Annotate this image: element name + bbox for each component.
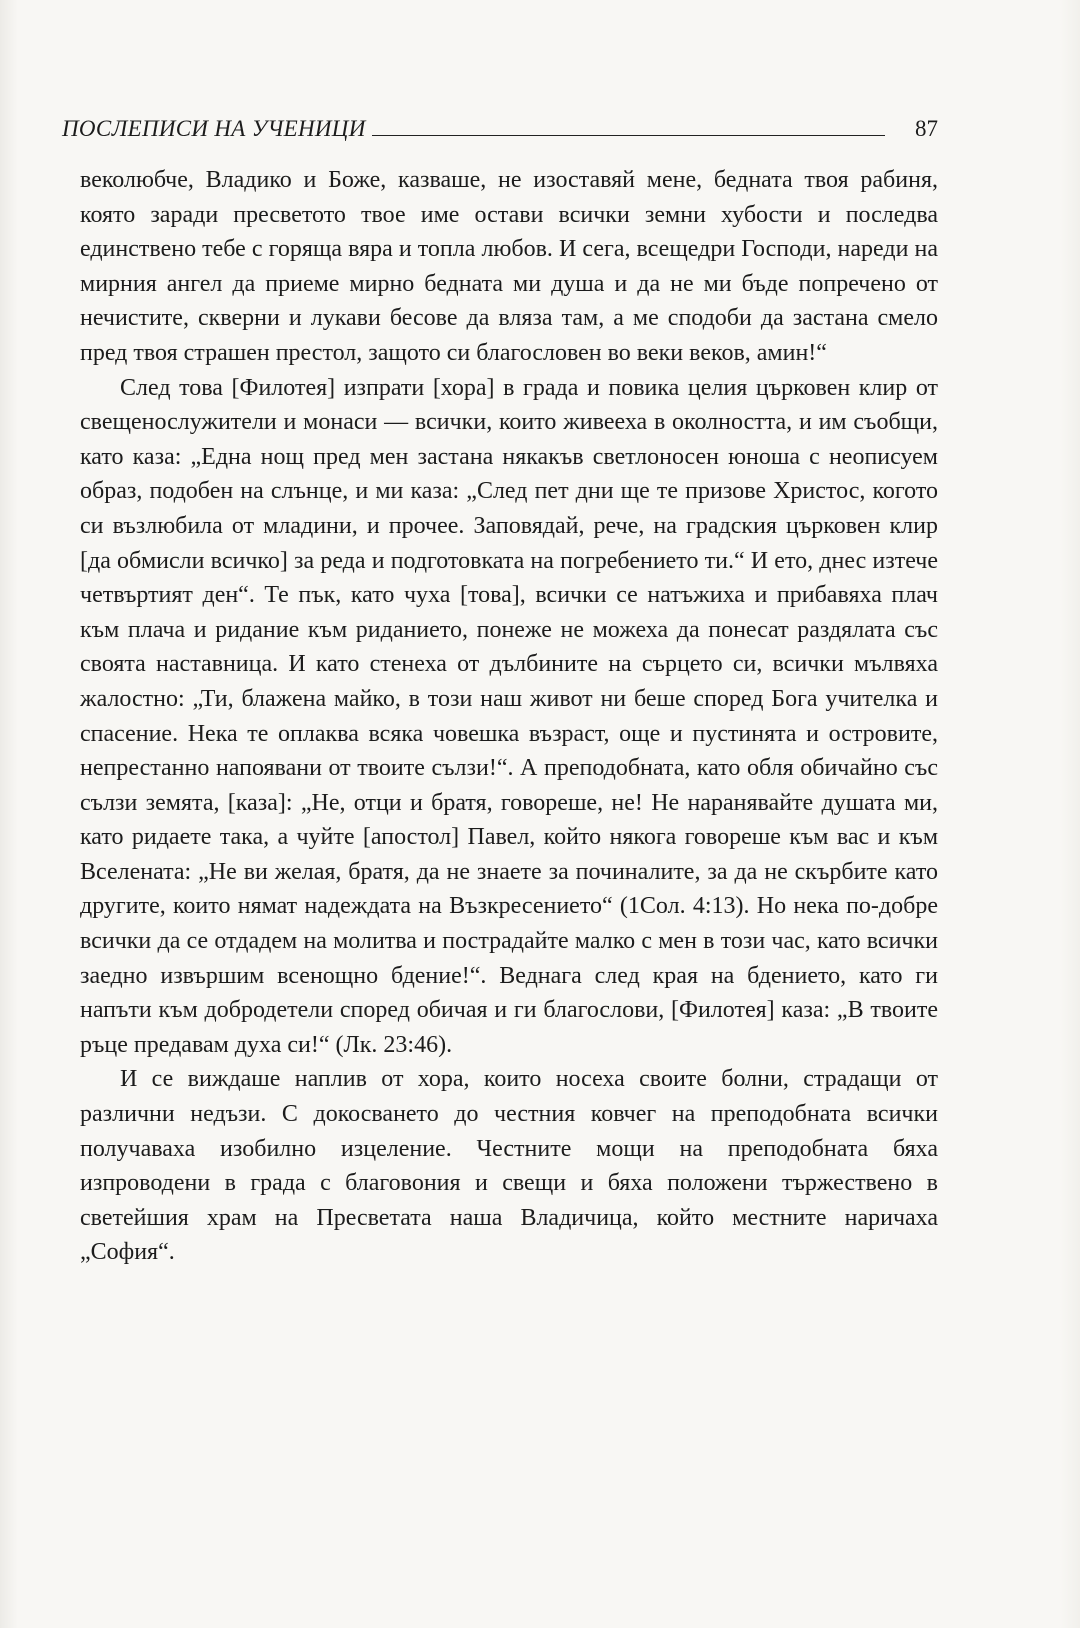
- body-text: [80, 163, 938, 1270]
- paragraph: След това [Филотея] изпрати [хора] в града и повика целия църковен клир от свещенослужители и монаси — всички, които живееха в околността, и им съобщи, като каза: „Една нощ пред мен застана някакъв светлоносен юноша с неописуем образ, подобен на слънце, и ми каза: „След пет дни ще те призове Христос, когото си възлюбила от младини, и прочее. Заповядай, рече, на градския църковен клир [да обмисли всичко] за реда и подготовката на погребението ти.“ И ето, днес изтече четвъртият ден“. Те пък, като чуха [това], всички се натъжиха и прибавяха плач към плача и ридание към риданието, понеже не можеха да понесат раздялата със своята наставница. И като стенеха от дълбините на сърцето си, всички мълвяха жалостно: „Ти, блажена майко, в този наш живот ни беше според Бога учителка и спасение. Нека те оплаква всяка човешка възраст, още и пустинята и островите, непрестанно напоявани от твоите сълзи!“. А преподобната, като обля обичайно със сълзи земята, [каза]: „Не, отци и братя, говореше, не! Не наранявайте душата ми, като ридаете така, а чуйте [апостол] Павел, който някога говореше към вас и към Вселената: „Не ви желая, братя, да не знаете за починалите, за да не скърбите като другите, които нямат надеждата на Възкресението“ (1Сол. 4:13). Но нека по-добре всички да се отдадем на молитва и пострадайте малко с мен в този час, като всички заедно извършим всенощно бдение!“. Веднага след края на бдението, като ги напъти към добродетели според обичая и ги благослови, [Филотея] каза: „В твоите ръце предавам духа си!“ (Лк. 23:46).: [80, 374, 938, 1058]
- running-header-title: ПОСЛЕПИСИ НА УЧЕНИЦИ: [62, 116, 366, 141]
- paragraph-continuation: веколюбче, Владико и Боже, казваше, не изоставяй мене, бедната твоя рабиня, която заради пресветото твое име остави всички земни хубости и последва единствено тебе с горяща вяра и топла любов. И сега, всещедри Господи, нареди на мирния ангел да приеме мирно бедната ми душа и да не ми бъде попречено от нечистите, скверни и лукави бесове да вляза там, а ме сподоби да застана смело пред твоя страшен престол, защото си благословен во веки веков, амин!“: [80, 167, 938, 366]
- paragraph: И се виждаше наплив от хора, които носеха своите болни, страдащи от различни недъзи. С докосването до честния ковчег на преподобната всички получаваха изобилно изцеление. Честните мощи на преподобната бяха изпроводени в града с благовония и свещи и бяха положени тържествено в светейшия храм на Пресветата наша Владичица, който местните наричаха „София“.: [80, 1066, 938, 1266]
- running-header: [62, 100, 938, 140]
- header-rule: [372, 135, 885, 136]
- page-number: 87: [915, 116, 938, 141]
